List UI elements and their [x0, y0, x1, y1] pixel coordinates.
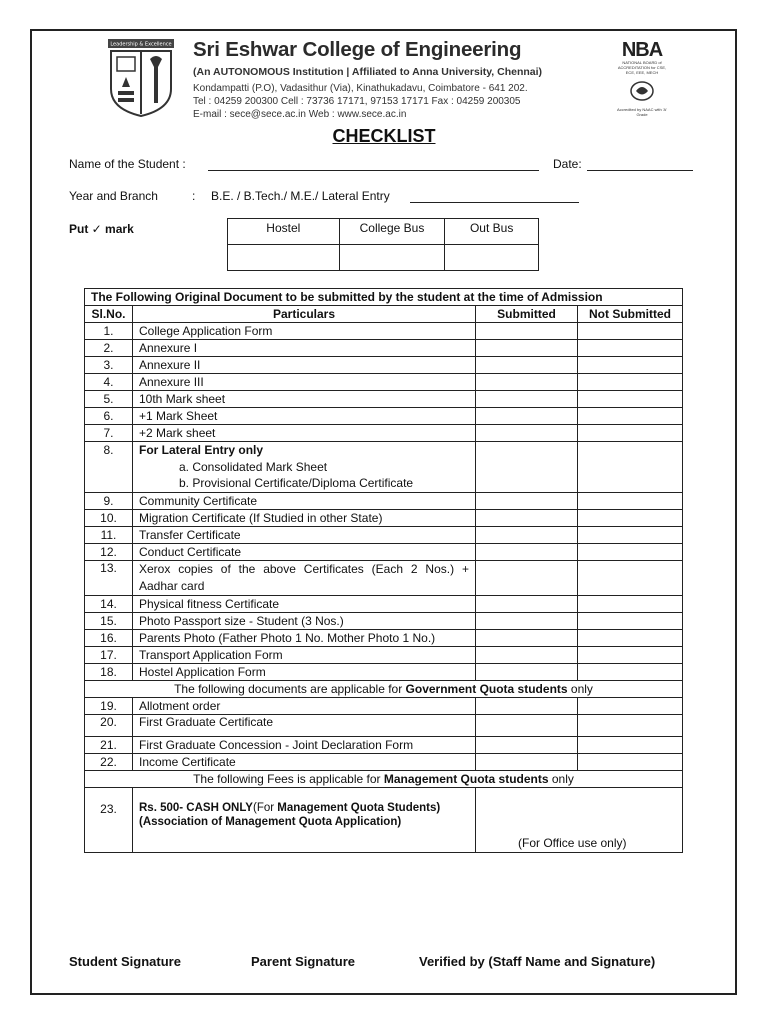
- not-submitted-cell[interactable]: [578, 647, 683, 664]
- row-text: Photo Passport size - Student (3 Nos.): [133, 613, 476, 630]
- nba-caption: NATIONAL BOARD of ACCREDITATION for CSE, ECE, EEE, MECH: [617, 60, 667, 75]
- management-quota-note: The following Fees is applicable for Management Quota students only: [85, 771, 683, 788]
- table-row: [85, 510, 683, 527]
- submitted-cell[interactable]: [476, 425, 578, 442]
- not-submitted-cell[interactable]: [578, 698, 683, 715]
- row-no: 16.: [85, 630, 133, 647]
- year-branch-options: B.E. / B.Tech./ M.E./ Lateral Entry: [211, 189, 390, 203]
- submitted-cell[interactable]: [476, 544, 578, 561]
- row-no: 20.: [85, 715, 133, 737]
- row-text: First Graduate Certificate: [133, 715, 476, 737]
- table-row: [85, 493, 683, 510]
- college-logo: [108, 39, 174, 117]
- not-submitted-cell[interactable]: [578, 425, 683, 442]
- not-submitted-cell[interactable]: [578, 510, 683, 527]
- row-no: 19.: [85, 698, 133, 715]
- submitted-cell[interactable]: [476, 737, 578, 754]
- submitted-cell[interactable]: [476, 527, 578, 544]
- submitted-cell[interactable]: [476, 754, 578, 771]
- college-header: [193, 38, 603, 121]
- row-subitem: a. Consolidated Mark Sheet: [133, 459, 476, 476]
- logo-text: Leadership & Excellence: [110, 41, 172, 48]
- transport-checkbox-out-bus[interactable]: [445, 245, 539, 271]
- table-row: [85, 647, 683, 664]
- not-submitted-cell[interactable]: [578, 630, 683, 647]
- row-text: 10th Mark sheet: [133, 391, 476, 408]
- row-text: +1 Mark Sheet: [133, 408, 476, 425]
- submitted-cell[interactable]: [476, 391, 578, 408]
- table-row: [85, 664, 683, 681]
- submitted-cell[interactable]: [476, 698, 578, 715]
- table-row: [85, 630, 683, 647]
- submitted-cell[interactable]: [476, 630, 578, 647]
- table-row: [85, 737, 683, 754]
- table-row: [85, 442, 683, 459]
- row-no: 14.: [85, 596, 133, 613]
- row-text: Conduct Certificate: [133, 544, 476, 561]
- row-no: 21.: [85, 737, 133, 754]
- row-text: Income Certificate: [133, 754, 476, 771]
- row-no: 17.: [85, 647, 133, 664]
- not-submitted-cell[interactable]: [578, 408, 683, 425]
- table-row: [85, 340, 683, 357]
- nba-logo: [614, 40, 670, 75]
- parent-signature-label: Parent Signature: [251, 954, 356, 969]
- table-row: [85, 425, 683, 442]
- submitted-cell[interactable]: [476, 510, 578, 527]
- submitted-cell[interactable]: [476, 323, 578, 340]
- college-address: Kondampatti (P.O), Vadasithur (Via), Kinathukadavu, Coimbatore - 641 202.: [193, 83, 528, 94]
- row-text: Hostel Application Form: [133, 664, 476, 681]
- not-submitted-cell[interactable]: [578, 596, 683, 613]
- submitted-cell[interactable]: [476, 647, 578, 664]
- col-header-submitted: Submitted: [476, 306, 578, 323]
- not-submitted-cell[interactable]: [578, 357, 683, 374]
- table-row: [85, 698, 683, 715]
- row-no: 9.: [85, 493, 133, 510]
- not-submitted-cell[interactable]: [578, 715, 683, 737]
- table-caption: The Following Original Document to be submitted by the student at the time of Admission: [85, 289, 683, 306]
- submitted-cell[interactable]: [476, 715, 578, 737]
- table-row: [85, 561, 683, 596]
- row-no: 18.: [85, 664, 133, 681]
- row-text: Community Certificate: [133, 493, 476, 510]
- transport-option-hostel: Hostel: [228, 219, 340, 245]
- row-no: 1.: [85, 323, 133, 340]
- row-no: 23.: [85, 788, 133, 853]
- row-no: 10.: [85, 510, 133, 527]
- row-text: Xerox copies of the above Certificates (Each 2 Nos.) + Aadhar card: [133, 561, 476, 596]
- row-no: 12.: [85, 544, 133, 561]
- table-row: [85, 323, 683, 340]
- row-no: 15.: [85, 613, 133, 630]
- table-row: [85, 391, 683, 408]
- submitted-cell[interactable]: [476, 613, 578, 630]
- submitted-cell[interactable]: [476, 493, 578, 510]
- not-submitted-cell[interactable]: [578, 391, 683, 408]
- college-phones: Tel : 04259 200300 Cell : 73736 17171, 97153 17171 Fax : 04259 200305: [193, 96, 521, 107]
- table-row: [85, 408, 683, 425]
- transport-option-out-bus: Out Bus: [445, 219, 539, 245]
- not-submitted-cell[interactable]: [578, 442, 683, 493]
- not-submitted-cell[interactable]: [578, 561, 683, 596]
- office-use-note: (For Office use only): [518, 836, 627, 850]
- submitted-cell[interactable]: [476, 374, 578, 391]
- submitted-cell[interactable]: [476, 561, 578, 596]
- row-text: Annexure I: [133, 340, 476, 357]
- row-text: Annexure II: [133, 357, 476, 374]
- transport-checkbox-college-bus[interactable]: [339, 245, 445, 271]
- col-header-not-submitted: Not Submitted: [578, 306, 683, 323]
- not-submitted-cell[interactable]: [578, 323, 683, 340]
- row-text: For Lateral Entry only: [133, 442, 476, 459]
- row-no: 22.: [85, 754, 133, 771]
- transport-option-college-bus: College Bus: [339, 219, 445, 245]
- not-submitted-cell[interactable]: [578, 737, 683, 754]
- row-text: Migration Certificate (If Studied in other State): [133, 510, 476, 527]
- row-no: 4.: [85, 374, 133, 391]
- transport-choice-table: [227, 218, 539, 271]
- verified-by-label: Verified by (Staff Name and Signature): [419, 954, 656, 969]
- row-text: Physical fitness Certificate: [133, 596, 476, 613]
- transport-checkbox-hostel[interactable]: [228, 245, 340, 271]
- row-text: First Graduate Concession - Joint Declaration Form: [133, 737, 476, 754]
- naac-emblem-icon: [629, 80, 655, 102]
- not-submitted-cell[interactable]: [578, 340, 683, 357]
- table-row: [85, 715, 683, 737]
- table-row: [85, 357, 683, 374]
- submitted-cell[interactable]: [476, 408, 578, 425]
- not-submitted-cell[interactable]: [578, 374, 683, 391]
- nba-logo-text: NBA: [621, 39, 663, 61]
- student-signature-label: Student Signature: [69, 954, 181, 969]
- not-submitted-cell[interactable]: [578, 664, 683, 681]
- submitted-cell[interactable]: [476, 442, 578, 493]
- date-field[interactable]: [587, 170, 693, 171]
- row-no: 11.: [85, 527, 133, 544]
- table-row: [85, 596, 683, 613]
- government-quota-note: The following documents are applicable for Government Quota students only: [85, 681, 683, 698]
- table-row: [85, 374, 683, 391]
- col-header-particulars: Particulars: [133, 306, 476, 323]
- submitted-cell[interactable]: [476, 340, 578, 357]
- submitted-cell[interactable]: [476, 596, 578, 613]
- naac-logo: [612, 80, 672, 117]
- not-submitted-cell[interactable]: [578, 613, 683, 630]
- naac-caption: Accredited by NAAC with 'A' Grade: [617, 107, 667, 117]
- documents-table: [84, 288, 683, 853]
- table-row: [85, 544, 683, 561]
- row-text: +2 Mark sheet: [133, 425, 476, 442]
- row-no: 13.: [85, 561, 133, 596]
- college-subtitle: (An AUTONOMOUS Institution | Affiliated to Anna University, Chennai): [193, 66, 543, 78]
- submitted-cell[interactable]: [476, 357, 578, 374]
- table-row: [85, 613, 683, 630]
- col-header-slno: Sl.No.: [85, 306, 133, 323]
- page-title: CHECKLIST: [332, 126, 436, 146]
- put-mark-label: Put ✓ mark: [69, 222, 134, 236]
- submitted-cell[interactable]: [476, 664, 578, 681]
- row-no: 7.: [85, 425, 133, 442]
- date-label: Date:: [553, 157, 582, 171]
- table-row: [85, 754, 683, 771]
- row-no: 8.: [85, 442, 133, 459]
- row-no: 2.: [85, 340, 133, 357]
- year-branch-colon: :: [192, 189, 196, 203]
- row-text: Parents Photo (Father Photo 1 No. Mother Photo 1 No.): [133, 630, 476, 647]
- fee-row-text: Rs. 500- CASH ONLY(For Management Quota Students) (Association of Management Quota Application): [133, 788, 476, 853]
- not-submitted-cell[interactable]: [578, 493, 683, 510]
- student-name-field[interactable]: [208, 170, 539, 171]
- not-submitted-cell[interactable]: [578, 527, 683, 544]
- row-no: 3.: [85, 357, 133, 374]
- row-text: Transfer Certificate: [133, 527, 476, 544]
- row-no: 6.: [85, 408, 133, 425]
- year-branch-label: Year and Branch: [69, 189, 158, 203]
- row-no: 5.: [85, 391, 133, 408]
- row-text: Allotment order: [133, 698, 476, 715]
- student-name-label: Name of the Student :: [69, 157, 186, 171]
- row-subitem: b. Provisional Certificate/Diploma Certificate: [133, 476, 476, 493]
- year-branch-field[interactable]: [410, 202, 579, 203]
- not-submitted-cell[interactable]: [578, 544, 683, 561]
- table-row: [85, 527, 683, 544]
- college-web: E-mail : sece@sece.ac.in Web : www.sece.ac.in: [193, 109, 407, 120]
- row-text: College Application Form: [133, 323, 476, 340]
- not-submitted-cell[interactable]: [578, 754, 683, 771]
- row-text: Annexure III: [133, 374, 476, 391]
- college-name: Sri Eshwar College of Engineering: [193, 38, 522, 61]
- row-text: Transport Application Form: [133, 647, 476, 664]
